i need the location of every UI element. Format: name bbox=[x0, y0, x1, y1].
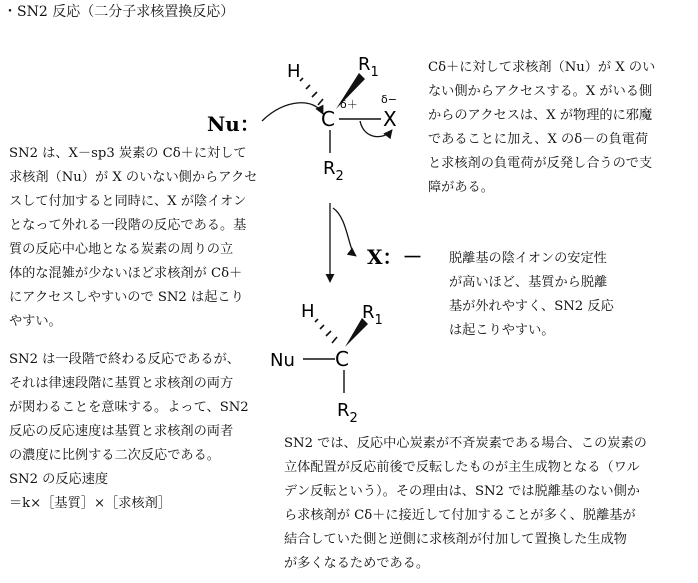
text-line: 質の反応中心地となる炭素の周りの立 bbox=[9, 242, 234, 257]
r1-label: $R_1$ bbox=[358, 54, 379, 80]
text-line: それは律速段階に基質と求核剤の両方 bbox=[9, 376, 234, 391]
text-line: SN2 の反応速度 bbox=[9, 472, 109, 487]
text-line: 障がある。 bbox=[428, 180, 494, 195]
text-line: 結合していた側と逆側に求核剤が付加して置換した生成物 bbox=[284, 532, 627, 547]
product-h-label: H bbox=[301, 301, 315, 322]
text-line: 求核剤（Nu）が X のいない側からアクセ bbox=[9, 170, 258, 185]
h-atom-label: H bbox=[287, 61, 301, 82]
text-line: からのアクセスは、X が物理的に邪魔 bbox=[428, 108, 653, 123]
text-line: SN2 では、反応中心炭素が不斉炭素である場合、この炭素の bbox=[284, 436, 647, 451]
text-line: は起こりやすい。 bbox=[449, 323, 555, 338]
text-line: となって外れる一段階の反応である。基 bbox=[9, 218, 247, 233]
product-r1-label: $R_1$ bbox=[362, 302, 383, 328]
hashed-wedge-bond bbox=[300, 78, 323, 105]
text-line: が関わることを意味する。よって、SN2 bbox=[9, 400, 249, 415]
text-line: であることに加え、X のδ－の負電荷 bbox=[428, 132, 649, 147]
text-line: の濃度に比例する二次反応である。 bbox=[9, 448, 220, 463]
text-line: ＝k×［基質］×［求核剤］ bbox=[9, 496, 171, 511]
text-line: SN2 は一段階で終わる反応であるが、 bbox=[9, 352, 240, 367]
leaving-partial-charge: δ− bbox=[381, 93, 397, 106]
carbon-atom-label: C bbox=[321, 107, 335, 131]
text-line: 基が外れやすく、SN2 反応 bbox=[449, 299, 614, 314]
leaving-anion-label: X：－ bbox=[367, 245, 423, 269]
product-nu-label: Nu bbox=[270, 350, 295, 371]
leaving-group-release-arrow bbox=[333, 208, 356, 256]
text-line: 脱離基の陰イオンの安定性 bbox=[449, 251, 607, 266]
nucleophile-label: Nu： bbox=[207, 112, 260, 136]
r2-label: $R_2$ bbox=[323, 158, 344, 184]
product-hashed-wedge-bond bbox=[315, 319, 337, 343]
text-line: やすい。 bbox=[9, 314, 62, 329]
text-line: ない側からアクセスする。X がいる側 bbox=[428, 84, 653, 99]
text-line: 体的な混雑が少ないほど求核剤が Cδ＋ bbox=[9, 266, 243, 281]
text-line: Cδ＋に対して求核剤（Nu）が X のい bbox=[428, 60, 656, 75]
nucleophile-attack-arrow bbox=[262, 103, 323, 121]
text-line: にアクセスしやすいので SN2 は起こり bbox=[9, 290, 244, 305]
text-line: スして付加すると同時に、X が陰イオン bbox=[9, 194, 247, 209]
text-line: SN2 は、X－sp3 炭素の Cδ＋に対して bbox=[9, 146, 247, 161]
product-structure bbox=[270, 301, 383, 426]
carbon-partial-charge: δ＋ bbox=[340, 98, 358, 111]
text-line: 立体配置が反応前後で反転したものが主生成物となる（ワル bbox=[284, 460, 640, 475]
reactant-structure bbox=[207, 54, 397, 184]
text-line: デン反転という）。その理由は、SN2 では脱離基のない側か bbox=[284, 484, 640, 499]
text-line: ら求核剤が Cδ＋に接近して付加することが多く、脱離基が bbox=[284, 508, 636, 523]
text-line: が高いほど、基質から脱離 bbox=[449, 275, 608, 290]
section-title: ・SN2 反応（二分子求核置換反応） bbox=[3, 4, 235, 20]
text-line: 反応の反応速度は基質と求核剤の両者 bbox=[9, 424, 234, 439]
text-line: と求核剤の負電荷が反発し合うので支 bbox=[428, 156, 653, 171]
product-r2-label: $R_2$ bbox=[337, 400, 358, 426]
product-carbon-label: C bbox=[335, 347, 349, 371]
text-line: が多くなるためである。 bbox=[284, 556, 430, 571]
leaving-group-label: X bbox=[383, 107, 397, 131]
